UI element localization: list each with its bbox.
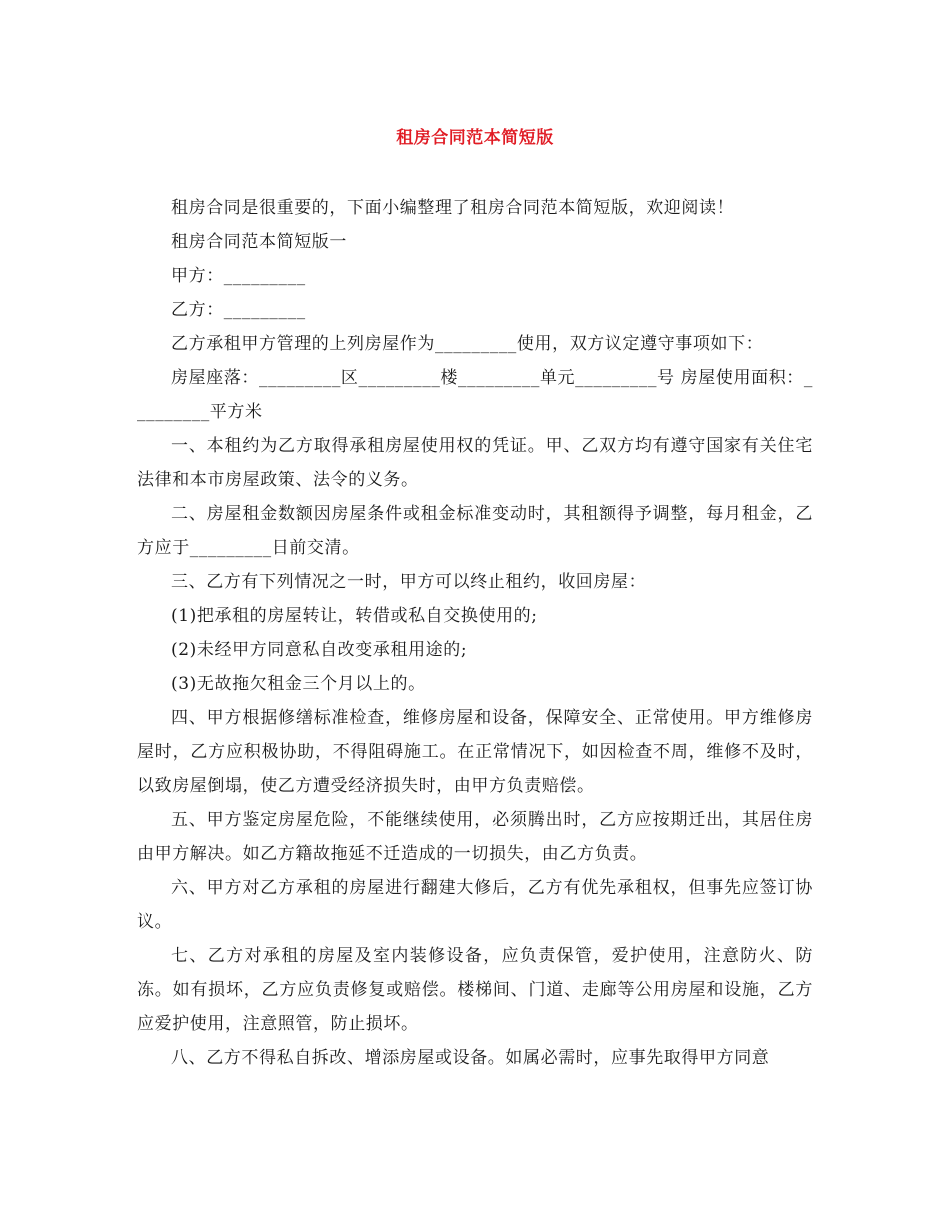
paragraph-clause-3-item-2: (2)未经甲方同意私自改变承租用途的;: [171, 640, 468, 660]
paragraph-clause-1: 一、本租约为乙方取得承租房屋使用权的凭证。甲、乙双方均有遵守国家有关住宅法律和本市房屋政策、法令的义务。: [137, 436, 813, 490]
paragraph-clause-7: 七、乙方对承租的房屋及室内装修设备，应负责保管，爱护使用，注意防火、防冻。如有损坏，乙方应负责修复或赔偿。楼梯间、门道、走廊等公用房屋和设施，乙方应爱护使用，注意照管，防止损坏。: [137, 946, 813, 1034]
paragraph-location: 房屋座落：_________区_________楼_________单元_________号 房屋使用面积：_________平方米: [137, 368, 813, 422]
paragraph-intro: 租房合同是很重要的，下面小编整理了租房合同范本简短版，欢迎阅读！: [171, 198, 735, 218]
paragraph-usage: 乙方承租甲方管理的上列房屋作为_________使用，双方议定遵守事项如下：: [171, 334, 764, 354]
paragraph-clause-5: 五、甲方鉴定房屋危险，不能继续使用，必须腾出时，乙方应按期迁出，其居住房由甲方解决。如乙方籍故拖延不迁造成的一切损失，由乙方负责。: [137, 810, 813, 864]
paragraph-clause-3: 三、乙方有下列情况之一时，甲方可以终止租约，收回房屋：: [171, 572, 647, 592]
paragraph-clause-3-item-3: (3)无故拖欠租金三个月以上的。: [171, 674, 426, 694]
paragraph-clause-4: 四、甲方根据修缮标准检查，维修房屋和设备，保障安全、正常使用。甲方维修房屋时，乙方应积极协助，不得阻碍施工。在正常情况下，如因检查不周，维修不及时，以致房屋倒塌，使乙方遭受经济损失时，由甲方负责赔偿。: [137, 708, 813, 796]
paragraph-clause-2: 二、房屋租金数额因房屋条件或租金标准变动时，其租额得予调整，每月租金，乙方应于_________日前交清。: [137, 504, 813, 558]
document-title: 租房合同范本简短版: [396, 128, 554, 148]
paragraph-heading-version-one: 租房合同范本简短版一: [171, 232, 347, 252]
paragraph-clause-8: 八、乙方不得私自拆改、增添房屋或设备。如属必需时，应事先取得甲方同意: [171, 1048, 770, 1068]
paragraph-party-a: 甲方：_________: [171, 266, 306, 286]
paragraph-party-b: 乙方：_________: [171, 300, 306, 320]
paragraph-clause-6: 六、甲方对乙方承租的房屋进行翻建大修后，乙方有优先承租权，但事先应签订协议。: [137, 878, 813, 932]
paragraph-clause-3-item-1: (1)把承租的房屋转让，转借或私自交换使用的;: [171, 606, 538, 626]
document-body: [137, 191, 813, 1075]
